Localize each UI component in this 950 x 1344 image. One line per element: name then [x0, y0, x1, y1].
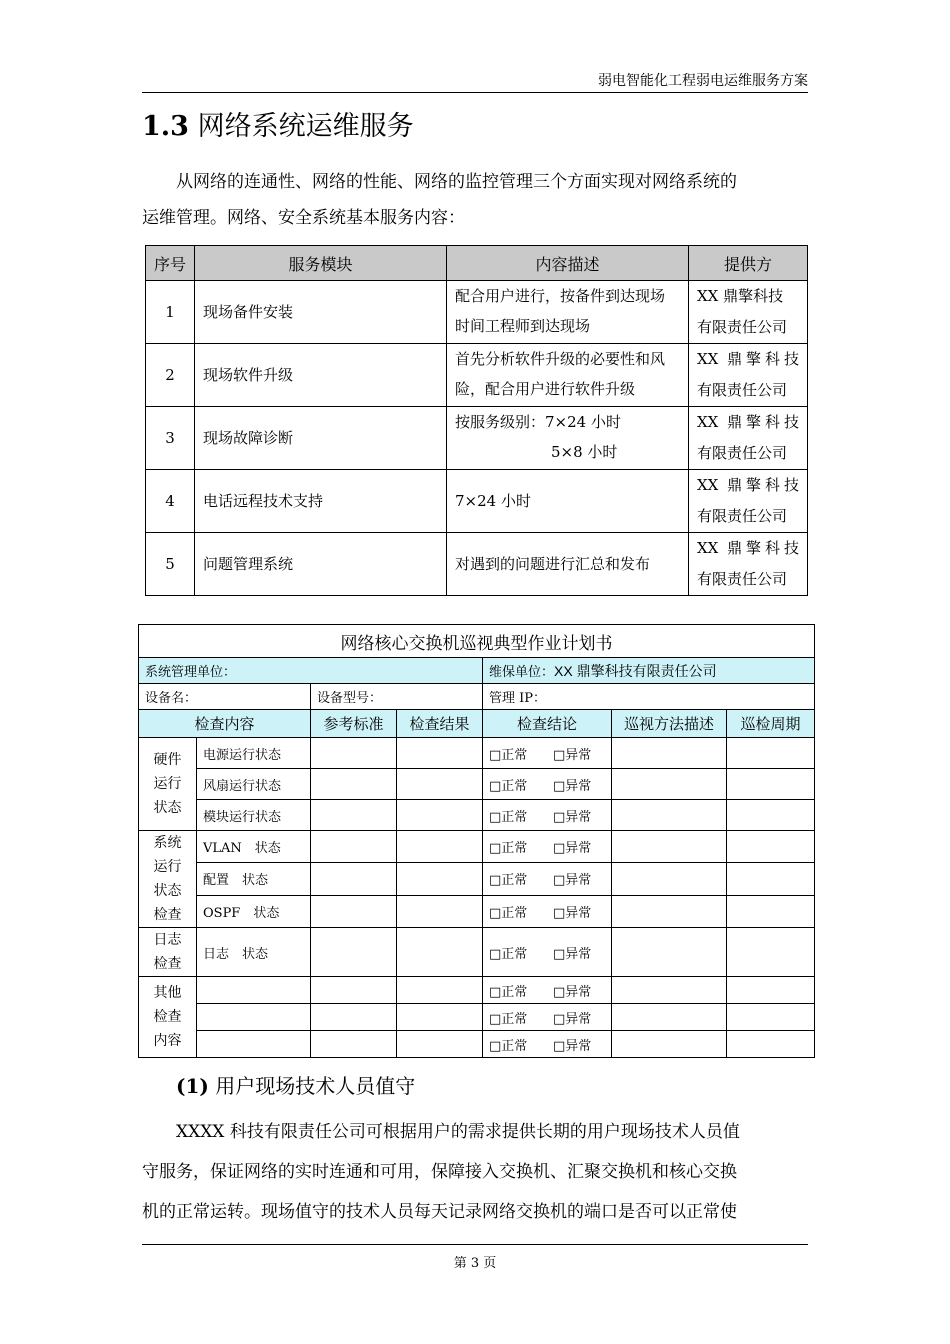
- check-item: 风扇运行状态: [197, 769, 311, 800]
- plan-header-cell: 检查结果: [397, 710, 483, 738]
- inspection-cycle-cell[interactable]: [727, 1031, 815, 1058]
- page-number: 第 3 页: [453, 1256, 497, 1271]
- header-cell: 提供方: [689, 246, 808, 281]
- check-item: 配置 状态: [197, 863, 311, 895]
- check-conclusion: [483, 1031, 612, 1058]
- reference-standard-cell[interactable]: [311, 738, 397, 769]
- check-item: 模块运行状态: [197, 800, 311, 831]
- method-description-cell[interactable]: [612, 769, 727, 800]
- row-description: [447, 281, 689, 344]
- inspection-cycle-cell[interactable]: [727, 928, 815, 977]
- description-line: 对遇到的问题进行汇总和发布: [455, 555, 651, 573]
- row-module: 问题管理系统: [195, 533, 447, 596]
- provider-line: XX 鼎擎科技: [697, 350, 799, 368]
- check-conclusion: [483, 831, 612, 863]
- check-item: [197, 1004, 311, 1031]
- row-provider: [689, 344, 808, 407]
- abnormal-checkbox[interactable]: □异常: [553, 1038, 592, 1054]
- inspection-cycle-cell[interactable]: [727, 769, 815, 800]
- row-provider: [689, 533, 808, 596]
- reference-standard-cell[interactable]: [311, 928, 397, 977]
- check-conclusion: [483, 895, 612, 927]
- normal-checkbox[interactable]: □正常: [489, 809, 528, 825]
- row-module: 现场备件安装: [195, 281, 447, 344]
- inspection-cycle-cell[interactable]: [727, 738, 815, 769]
- description-line: 配合用户进行，按备件到达现场: [455, 287, 666, 305]
- normal-checkbox[interactable]: □正常: [489, 778, 528, 794]
- description-line: 7×24 小时: [455, 492, 531, 510]
- subsection-title: 用户现场技术人员值守: [215, 1074, 416, 1098]
- check-result-cell[interactable]: [397, 863, 483, 895]
- provider-line: XX 鼎擎科技: [697, 413, 799, 431]
- group-label-line: 日志: [153, 932, 182, 948]
- row-number: 2: [146, 344, 195, 407]
- inspection-row: [139, 895, 815, 927]
- check-item: VLAN 状态: [197, 831, 311, 863]
- check-group-label: [139, 977, 197, 1058]
- provider-line: XX 鼎擎科技: [697, 539, 799, 557]
- provider-line: 有限责任公司: [697, 570, 788, 588]
- device-model-label: 设备型号：: [311, 684, 483, 710]
- row-number: 3: [146, 407, 195, 470]
- header-cell: 序号: [146, 246, 195, 281]
- abnormal-checkbox[interactable]: □异常: [553, 905, 592, 921]
- section-number: 1.3: [142, 111, 189, 142]
- check-conclusion: [483, 928, 612, 977]
- section-heading: [142, 104, 414, 143]
- check-conclusion: [483, 800, 612, 831]
- abnormal-checkbox[interactable]: □异常: [553, 747, 592, 763]
- row-description: [447, 407, 689, 470]
- normal-checkbox[interactable]: □正常: [489, 1038, 528, 1054]
- header-cell: 服务模块: [195, 246, 447, 281]
- method-description-cell[interactable]: [612, 928, 727, 977]
- check-item: 日志 状态: [197, 928, 311, 977]
- service-row: [146, 407, 808, 470]
- normal-checkbox[interactable]: □正常: [489, 1011, 528, 1027]
- row-description: [447, 344, 689, 407]
- maint-value: XX 鼎擎科技有限责任公司: [554, 662, 717, 679]
- reference-standard-cell[interactable]: [311, 895, 397, 927]
- check-result-cell[interactable]: [397, 928, 483, 977]
- method-description-cell[interactable]: [612, 895, 727, 927]
- row-description: [447, 470, 689, 533]
- group-label-line: 系统: [153, 835, 182, 851]
- inspection-row: [139, 1031, 815, 1058]
- intro-line: 从网络的连通性、网络的性能、网络的监控管理三个方面实现对网络系统的: [176, 172, 737, 192]
- intro-paragraph: [142, 164, 808, 236]
- normal-checkbox[interactable]: □正常: [489, 984, 528, 1000]
- group-label-line: 运行: [153, 776, 182, 792]
- row-module: 现场故障诊断: [195, 407, 447, 470]
- row-number: 4: [146, 470, 195, 533]
- body-paragraph: [142, 1112, 808, 1232]
- inspection-row: [139, 831, 815, 863]
- abnormal-checkbox[interactable]: □异常: [553, 946, 592, 962]
- provider-line: 有限责任公司: [697, 381, 788, 399]
- group-label-line: 硬件: [153, 752, 182, 768]
- normal-checkbox[interactable]: □正常: [489, 873, 528, 889]
- description-line: 险，配合用户进行软件升级: [455, 380, 636, 398]
- method-description-cell[interactable]: [612, 863, 727, 895]
- unit-label: 系统管理单位：: [139, 658, 483, 684]
- group-label-line: 检查: [153, 907, 182, 923]
- abnormal-checkbox[interactable]: □异常: [553, 873, 592, 889]
- row-number: 5: [146, 533, 195, 596]
- reference-standard-cell[interactable]: [311, 977, 397, 1004]
- row-provider: [689, 407, 808, 470]
- inspection-cycle-cell[interactable]: [727, 1004, 815, 1031]
- reference-standard-cell[interactable]: [311, 800, 397, 831]
- service-row: [146, 470, 808, 533]
- inspection-row: [139, 800, 815, 831]
- check-result-cell[interactable]: [397, 738, 483, 769]
- mgmt-ip-label: 管理 IP：: [483, 684, 815, 710]
- method-description-cell[interactable]: [612, 831, 727, 863]
- method-description-cell[interactable]: [612, 1031, 727, 1058]
- plan-header-cell: 检查结论: [483, 710, 612, 738]
- inspection-row: [139, 738, 815, 769]
- inspection-cycle-cell[interactable]: [727, 800, 815, 831]
- maint-unit: [483, 658, 815, 684]
- inspection-plan-table: [138, 624, 815, 1058]
- inspection-cycle-cell[interactable]: [727, 977, 815, 1004]
- maint-label: 维保单位：: [489, 664, 555, 680]
- description-line: 首先分析软件升级的必要性和风: [455, 350, 666, 368]
- normal-checkbox[interactable]: □正常: [489, 905, 528, 921]
- subsection-heading: [176, 1070, 415, 1099]
- method-description-cell[interactable]: [612, 977, 727, 1004]
- description-line: 按服务级别：7×24 小时: [455, 413, 621, 431]
- group-label-line: 内容: [153, 1033, 182, 1049]
- group-label-line: 状态: [153, 800, 182, 816]
- check-result-cell[interactable]: [397, 977, 483, 1004]
- reference-standard-cell[interactable]: [311, 863, 397, 895]
- plan-header-cell: 巡检周期: [727, 710, 815, 738]
- provider-line: 有限责任公司: [697, 444, 788, 462]
- check-conclusion: [483, 1004, 612, 1031]
- check-conclusion: [483, 863, 612, 895]
- inspection-row: [139, 863, 815, 895]
- body-line: XXXX 科技有限责任公司可根据用户的需求提供长期的用户现场技术人员值: [176, 1122, 740, 1142]
- header-cell: 内容描述: [447, 246, 689, 281]
- group-label-line: 其他: [153, 985, 182, 1001]
- check-result-cell[interactable]: [397, 831, 483, 863]
- service-table-header: [146, 246, 808, 281]
- row-module: 现场软件升级: [195, 344, 447, 407]
- inspection-row: [139, 769, 815, 800]
- description-line: 5×8 小时: [551, 443, 618, 461]
- reference-standard-cell[interactable]: [311, 1004, 397, 1031]
- check-conclusion: [483, 977, 612, 1004]
- check-conclusion: [483, 738, 612, 769]
- check-item: [197, 1031, 311, 1058]
- abnormal-checkbox[interactable]: □异常: [553, 778, 592, 794]
- service-row: [146, 344, 808, 407]
- inspection-cycle-cell[interactable]: [727, 895, 815, 927]
- check-group-label: [139, 738, 197, 831]
- inspection-row: [139, 928, 815, 977]
- normal-checkbox[interactable]: □正常: [489, 841, 528, 857]
- check-group-label: [139, 928, 197, 977]
- abnormal-checkbox[interactable]: □异常: [553, 984, 592, 1000]
- normal-checkbox[interactable]: □正常: [489, 946, 528, 962]
- check-result-cell[interactable]: [397, 1004, 483, 1031]
- service-row: [146, 533, 808, 596]
- running-header: 弱电智能化工程弱电运维服务方案: [598, 73, 808, 89]
- abnormal-checkbox[interactable]: □异常: [553, 809, 592, 825]
- check-result-cell[interactable]: [397, 769, 483, 800]
- check-result-cell[interactable]: [397, 1031, 483, 1058]
- abnormal-checkbox[interactable]: □异常: [553, 841, 592, 857]
- reference-standard-cell[interactable]: [311, 831, 397, 863]
- plan-header-cell: 巡视方法描述: [612, 710, 727, 738]
- provider-line: XX 鼎擎科技: [697, 287, 784, 305]
- reference-standard-cell[interactable]: [311, 769, 397, 800]
- inspection-row: [139, 1004, 815, 1031]
- check-result-cell[interactable]: [397, 800, 483, 831]
- row-number: 1: [146, 281, 195, 344]
- check-result-cell[interactable]: [397, 895, 483, 927]
- group-label-line: 状态: [153, 883, 182, 899]
- inspection-cycle-cell[interactable]: [727, 831, 815, 863]
- inspection-cycle-cell[interactable]: [727, 863, 815, 895]
- check-group-label: [139, 831, 197, 928]
- description-line: 时间工程师到达现场: [455, 317, 591, 335]
- intro-line: 运维管理。网络、安全系统基本服务内容：: [142, 208, 465, 228]
- service-row: [146, 281, 808, 344]
- body-line: 机的正常运转。现场值守的技术人员每天记录网络交换机的端口是否可以正常使: [142, 1202, 737, 1222]
- plan-header-cell: 检查内容: [139, 710, 311, 738]
- provider-line: 有限责任公司: [697, 507, 788, 525]
- row-module: 电话远程技术支持: [195, 470, 447, 533]
- service-table: [145, 245, 808, 596]
- group-label-line: 运行: [153, 859, 182, 875]
- section-title: 网络系统运维服务: [197, 111, 414, 142]
- row-provider: [689, 470, 808, 533]
- provider-line: 有限责任公司: [697, 318, 788, 336]
- group-label-line: 检查: [153, 1009, 182, 1025]
- method-description-cell[interactable]: [612, 738, 727, 769]
- check-conclusion: [483, 769, 612, 800]
- method-description-cell[interactable]: [612, 800, 727, 831]
- header-divider: [142, 92, 808, 93]
- row-provider: [689, 281, 808, 344]
- check-item: OSPF 状态: [197, 895, 311, 927]
- footer-divider: [142, 1244, 808, 1245]
- check-item: 电源运行状态: [197, 738, 311, 769]
- abnormal-checkbox[interactable]: □异常: [553, 1011, 592, 1027]
- body-line: 守服务，保证网络的实时连通和可用，保障接入交换机、汇聚交换机和核心交换: [142, 1162, 737, 1182]
- inspection-row: [139, 977, 815, 1004]
- plan-header-cell: 参考标准: [311, 710, 397, 738]
- reference-standard-cell[interactable]: [311, 1031, 397, 1058]
- provider-line: XX 鼎擎科技: [697, 476, 799, 494]
- group-label-line: 检查: [153, 956, 182, 972]
- device-name-label: 设备名：: [139, 684, 311, 710]
- normal-checkbox[interactable]: □正常: [489, 747, 528, 763]
- row-description: [447, 533, 689, 596]
- check-item: [197, 977, 311, 1004]
- method-description-cell[interactable]: [612, 1004, 727, 1031]
- plan-title: 网络核心交换机巡视典型作业计划书: [139, 625, 815, 658]
- subsection-number: (1): [176, 1074, 209, 1098]
